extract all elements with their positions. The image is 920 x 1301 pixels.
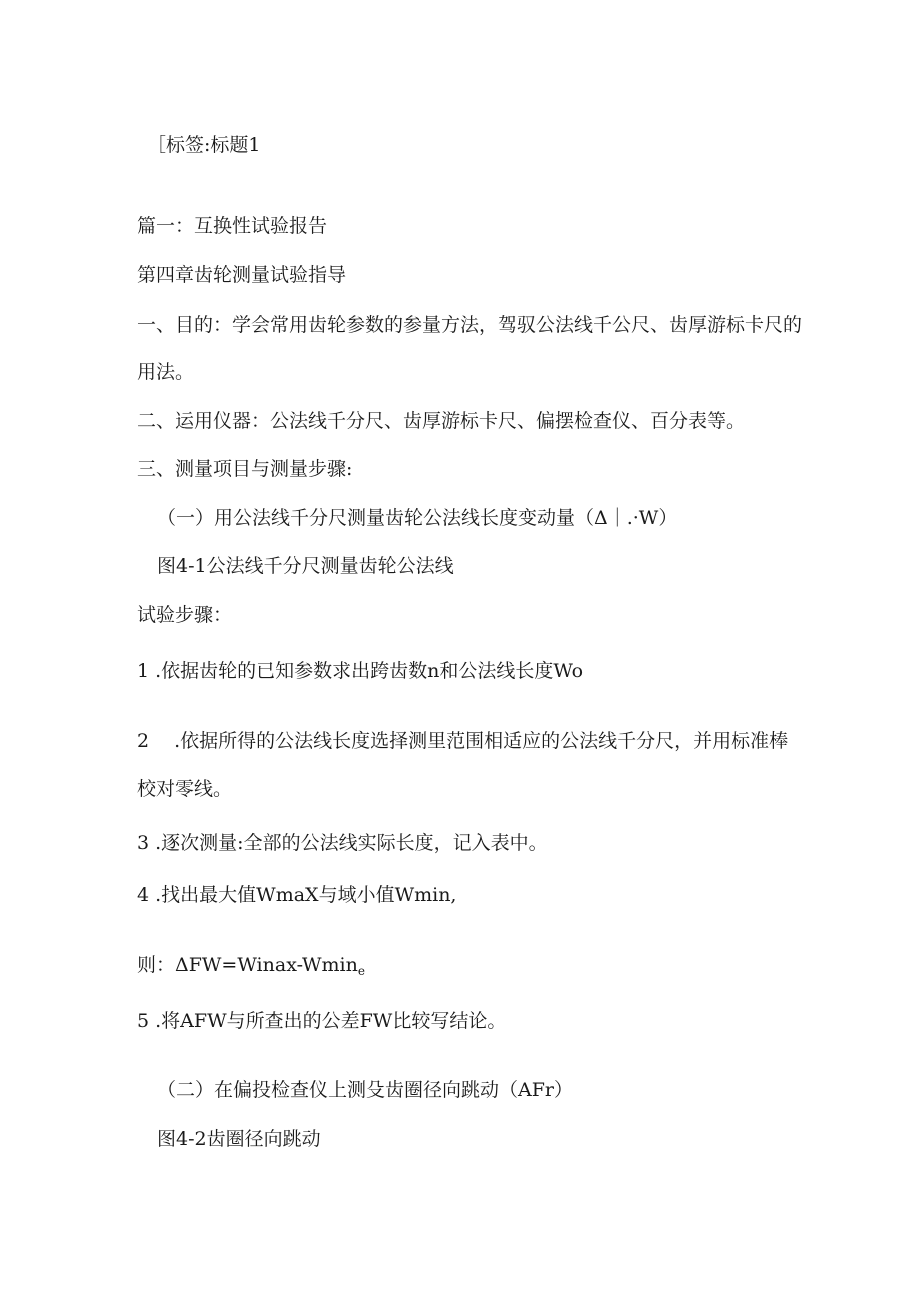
purpose-line-1: 一、目的：学会常用齿轮参数的参量方法，驾驭公法线千公尺、齿厚游标卡尺的 — [137, 314, 803, 336]
figure-2-caption: 图4-2齿圈径向跳动 — [157, 1128, 321, 1150]
subsection-2-heading: （二）在偏投检查仪上测殳齿圈径向跳动（AFr） — [157, 1079, 573, 1101]
step-2-line-1: 2 .依据所得的公法线长度选择测里范围相适应的公法线千分尺，并用标准棒 — [137, 730, 789, 752]
step-2-line-2: 校对零线。 — [137, 778, 233, 800]
step-3: 3 .逐次测量:全部的公法线实际长度，记入表中。 — [137, 832, 548, 854]
formula-text: 则：ΔFW=Winax-Wmin — [137, 954, 358, 976]
formula-line — [137, 956, 365, 977]
formula-subscript: e — [357, 964, 365, 978]
step-1: 1 .依据齿轮的已知参数求出跨齿数n和公法线长度Wo — [137, 660, 584, 682]
heading-part-one: 篇一：互换性试验报告 — [137, 215, 328, 237]
steps-heading: 试验步骤： — [137, 604, 233, 626]
tag-line: ［标签:标题1 — [147, 134, 261, 156]
step-4: 4 .找出最大值WmaX与域小值Wmin, — [137, 884, 457, 906]
subsection-1-heading: （一）用公法线千分尺测量齿轮公法线长度变动量（Δ｜.·W） — [157, 507, 678, 529]
chapter-title: 第四章齿轮测量试验指导 — [137, 264, 347, 286]
instruments-line: 二、运用仪器：公法线千分尺、齿厚游标卡尺、偏摆检查仪、百分表等。 — [137, 410, 746, 432]
figure-1-caption: 图4-1公法线千分尺测量齿轮公法线 — [157, 555, 454, 577]
purpose-line-2: 用法。 — [137, 361, 195, 383]
items-heading: 三、测量项目与测量步骤: — [137, 458, 353, 480]
step-5: 5 .将AFW与所查出的公差FW比较写结论。 — [137, 1010, 507, 1032]
